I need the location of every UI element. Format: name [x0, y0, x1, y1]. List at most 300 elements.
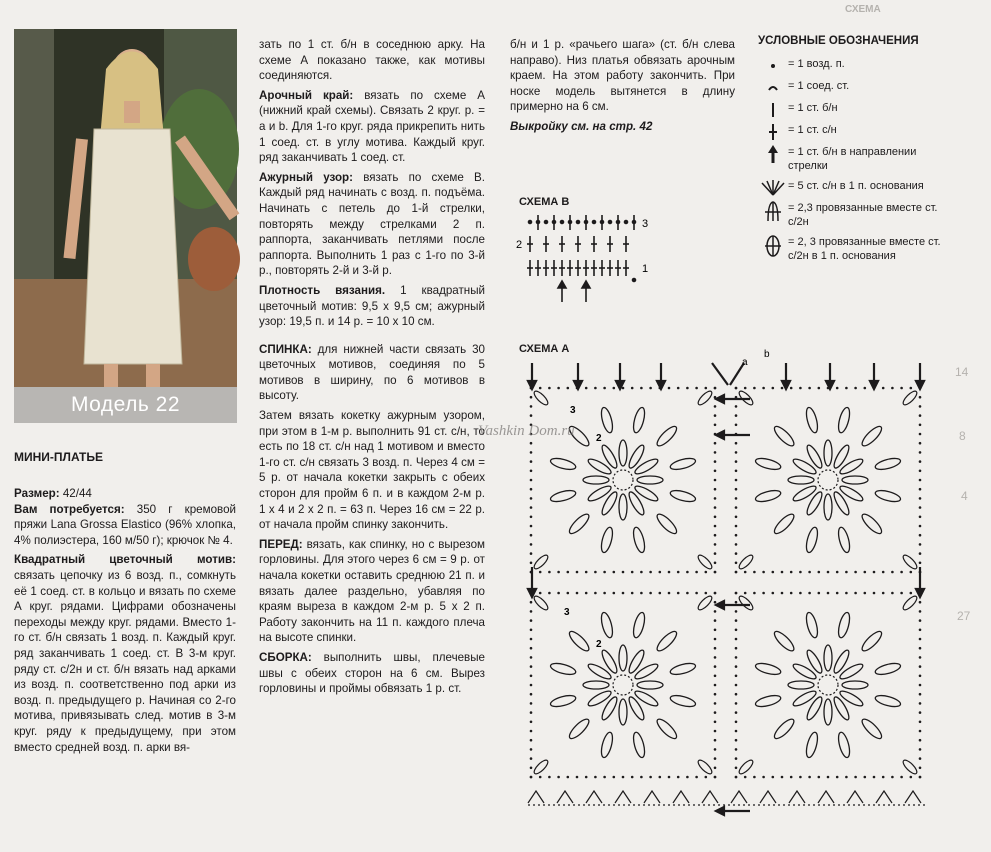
arch-fan: [905, 791, 921, 803]
arch-fan: [702, 791, 718, 803]
inner-petal: [600, 490, 620, 517]
fan-stitch-icon: [760, 179, 786, 197]
arrow-head: [574, 381, 582, 389]
inner-petal: [824, 494, 832, 520]
chain-dot: [919, 638, 922, 641]
chain-dot: [919, 451, 922, 454]
chain-dot: [873, 592, 876, 595]
legend-item-label: = 1 ст. б/н: [788, 102, 838, 114]
chain-dot: [919, 693, 922, 696]
chain-dot: [714, 776, 717, 779]
chain-dot: [919, 647, 922, 650]
scheme-b-repeat-arrows: [558, 281, 590, 302]
outer-petal: [654, 716, 679, 741]
flower-motif: [530, 592, 717, 779]
outer-petal: [549, 693, 576, 708]
chain-dot: [919, 730, 922, 733]
center-ring: [818, 470, 838, 490]
bleed-top-text: СХЕМА: [845, 4, 881, 15]
chain-dot: [548, 571, 551, 574]
chain-dot: [530, 552, 533, 555]
scheme-a-chart: [478, 335, 938, 819]
chain-dot: [714, 730, 717, 733]
legend-item-label: = 1 соед. ст.: [788, 80, 850, 92]
double-crochet-icon: [760, 123, 786, 141]
chain-dot: [714, 629, 717, 632]
corner-cluster: [737, 758, 755, 776]
chain-dot: [686, 592, 689, 595]
chain-dot: [576, 776, 579, 779]
chain-dot: [530, 739, 533, 742]
chain-dot: [873, 571, 876, 574]
back-text: для нижней части связать 30 цветочных мотивов, соединяя по 5 мотивов в ширину, по 6 мотивов в высоту.: [259, 342, 485, 403]
chain-dot: [539, 776, 542, 779]
chain-dot: [744, 571, 747, 574]
outer-petal: [754, 661, 781, 676]
chain-dot: [539, 592, 542, 595]
chain-dot: [714, 721, 717, 724]
outer-petal: [836, 611, 851, 638]
scheme-a-label-2b: 2: [596, 639, 602, 650]
chain-dot: [753, 592, 756, 595]
chain-dot: [530, 748, 533, 751]
arch-fan: [789, 791, 805, 803]
chain-dot: [677, 571, 680, 574]
chain-dot: [714, 525, 717, 528]
chain-dot: [530, 534, 533, 537]
corner-cluster: [901, 553, 919, 571]
legend-item-label: = 5 ст. с/н в 1 п. основания: [788, 180, 924, 192]
chain-dot: [919, 516, 922, 519]
chain-dot: [744, 387, 747, 390]
chain-dot: [919, 460, 922, 463]
chain-dot: [640, 592, 643, 595]
chain-dot: [668, 387, 671, 390]
chain-dot: [781, 776, 784, 779]
corner-cluster: [901, 594, 919, 612]
legend-item-label: = 2,3 провязанные вместе ст. с/2н: [788, 202, 938, 228]
inner-petal: [824, 440, 832, 466]
chain-dot: [772, 592, 775, 595]
chain-dot: [891, 592, 894, 595]
outer-petal: [804, 526, 819, 553]
legend-item-sc: [758, 101, 958, 119]
watermark: Vashkin Dom.ru: [478, 423, 575, 439]
chain-dot: [714, 516, 717, 519]
chain-dot: [735, 516, 738, 519]
chain-dot: [919, 396, 922, 399]
chain-dot: [735, 638, 738, 641]
chain-dot: [735, 497, 738, 500]
chain-dot: [530, 638, 533, 641]
scheme-b-title: СХЕМА В: [519, 196, 570, 208]
chain-dot: [613, 776, 616, 779]
outer-petal: [772, 511, 797, 536]
legend-item-fan: [758, 179, 958, 197]
arch-fan: [586, 791, 602, 803]
corner-cluster: [901, 758, 919, 776]
corner-cluster: [696, 594, 714, 612]
chain-dot: [836, 592, 839, 595]
corner-cluster: [737, 553, 755, 571]
chain-dot: [735, 610, 738, 613]
chain-dot: [530, 656, 533, 659]
outer-petal: [631, 611, 646, 638]
inner-petal: [637, 681, 663, 689]
chain-dot: [919, 543, 922, 546]
outer-petal: [669, 456, 696, 471]
chain-dot: [919, 702, 922, 705]
chain-dot: [705, 776, 708, 779]
chain-dot: [714, 479, 717, 482]
inner-petal: [788, 681, 814, 689]
chain-dot: [873, 776, 876, 779]
column-3: [510, 37, 735, 139]
chain-dot: [557, 592, 560, 595]
chain-dot: [714, 675, 717, 678]
chain-dot: [827, 592, 830, 595]
outer-petal: [836, 526, 851, 553]
chain-dot: [640, 776, 643, 779]
arrow-head: [916, 381, 924, 389]
corner-cluster: [696, 389, 714, 407]
outer-petal: [874, 693, 901, 708]
density-label: Плотность вязания.: [259, 283, 386, 297]
inner-petal: [627, 443, 647, 470]
chain-dot: [622, 571, 625, 574]
inner-petal: [824, 699, 832, 725]
outer-petal: [567, 716, 592, 741]
outer-petal: [874, 661, 901, 676]
center-ring: [818, 675, 838, 695]
inner-petal: [838, 662, 865, 682]
chain-dot: [557, 776, 560, 779]
chain-dot: [668, 776, 671, 779]
inner-petal: [791, 662, 818, 682]
chain-dot: [744, 592, 747, 595]
model-photo-image: [14, 29, 237, 423]
outer-petal: [772, 424, 797, 449]
chain-dot: [919, 442, 922, 445]
chain-dot: [686, 776, 689, 779]
corner-cluster: [532, 389, 550, 407]
chain-dot: [530, 497, 533, 500]
legend-item-cluster-base: [758, 235, 958, 265]
outer-petal: [631, 731, 646, 758]
chain-dot: [919, 470, 922, 473]
chain-dot: [530, 684, 533, 687]
inner-petal: [627, 695, 647, 722]
chain-dot: [576, 571, 579, 574]
chain-dot: [845, 571, 848, 574]
chain-dot: [714, 488, 717, 491]
chain-dot: [882, 592, 885, 595]
column-2: [259, 37, 485, 701]
chain-dot: [567, 387, 570, 390]
chain-dot: [735, 460, 738, 463]
chain-dot: [530, 414, 533, 417]
chain-dot: [919, 433, 922, 436]
chain-dot: [735, 767, 738, 770]
cluster-base-icon: [760, 235, 786, 257]
outer-petal: [631, 406, 646, 433]
chain-dot: [799, 387, 802, 390]
density-text: 1 квадратный цветочный мотив: 9,5 х 9,5 см; ажурный узор: 19,5 п. и 14 р. = 10 х 10 см.: [259, 283, 485, 329]
inner-petal: [627, 490, 647, 517]
chain-dot: [818, 776, 821, 779]
chain-dot: [762, 592, 765, 595]
chain-dot: [900, 776, 903, 779]
outer-petal: [549, 456, 576, 471]
outer-petal: [669, 488, 696, 503]
chain-dot: [659, 776, 662, 779]
chain-dot: [919, 506, 922, 509]
chain-dot: [919, 525, 922, 528]
chain-dot: [530, 702, 533, 705]
chain-dot: [808, 592, 811, 595]
chain-dot: [677, 592, 680, 595]
outer-petal: [754, 456, 781, 471]
chain-dot: [649, 387, 652, 390]
inner-petal: [619, 699, 627, 725]
chain-dot: [594, 571, 597, 574]
chain-dot: [735, 748, 738, 751]
corner-cluster: [737, 594, 755, 612]
chain-dot: [735, 442, 738, 445]
chain-dot: [919, 721, 922, 724]
chain-dot: [845, 387, 848, 390]
chain-dot: [818, 592, 821, 595]
outer-petal: [859, 424, 884, 449]
outer-petal: [754, 693, 781, 708]
chain-dot: [735, 414, 738, 417]
chain-dot: [530, 601, 533, 604]
scheme-b-chart: [510, 210, 660, 306]
chain-dot: [714, 748, 717, 751]
legend: [758, 35, 958, 269]
arrow-head: [716, 431, 724, 439]
inner-petal: [586, 662, 613, 682]
chain-dot: [864, 776, 867, 779]
chain-dot: [530, 562, 533, 565]
chain-dot: [631, 776, 634, 779]
chain-dot: [762, 387, 765, 390]
inner-petal: [633, 484, 660, 504]
outer-petal: [772, 629, 797, 654]
chain-dot: [705, 387, 708, 390]
chain-dot: [640, 571, 643, 574]
center-ring: [613, 675, 633, 695]
arrow-head: [716, 395, 724, 403]
chain-dot: [677, 776, 680, 779]
scheme-b-row-1-label: 1: [642, 263, 649, 275]
inner-petal: [619, 494, 627, 520]
chain-dot: [631, 387, 634, 390]
chain-dot: [631, 571, 634, 574]
outer-petal: [654, 629, 679, 654]
chain-dot: [781, 571, 784, 574]
chain-dot: [790, 592, 793, 595]
outer-petal: [599, 406, 614, 433]
chain-dot: [714, 619, 717, 622]
chain-dot: [900, 387, 903, 390]
chain-dot: [919, 552, 922, 555]
legend-item-label: = 1 возд. п.: [788, 58, 845, 70]
chain-dot: [714, 414, 717, 417]
arch-fan: [760, 791, 776, 803]
chain-dot: [613, 387, 616, 390]
chain-dot: [919, 739, 922, 742]
chain-dot: [530, 442, 533, 445]
outer-petal: [874, 456, 901, 471]
chain-dot: [919, 562, 922, 565]
arrow-head: [716, 601, 724, 609]
legend-item-label: = 1 ст. с/н: [788, 124, 837, 136]
chain-dot: [919, 767, 922, 770]
chain-dot: [631, 592, 634, 595]
arrow-head: [528, 381, 536, 389]
chain-dot: [735, 424, 738, 427]
chain-dot: [714, 506, 717, 509]
chain-dot: [530, 525, 533, 528]
chain-dot: [744, 776, 747, 779]
inner-petal: [791, 689, 818, 709]
outer-petal: [631, 526, 646, 553]
chain-dot: [714, 711, 717, 714]
openwork-text: вязать по схеме В. Каждый ряд начинать с возд. п. подъёма. Начинать с петель до 1-й стрелки, повторять между стрелками 2 п. раппорта, заканчивать петлями после раппорта. Выполнить 1 раз с 1-го по 3-й р., повторять 2-й и 3-й р.: [259, 170, 485, 278]
corner-cluster: [532, 553, 550, 571]
cluster-stitch-icon: [760, 201, 786, 223]
chain-dot: [735, 534, 738, 537]
inner-petal: [832, 443, 852, 470]
size-label: Размер:: [14, 487, 60, 500]
chain-dot: [530, 693, 533, 696]
chain-dot: [919, 610, 922, 613]
chain-dot: [790, 571, 793, 574]
finish-text: б/н и 1 р. «рачьего шага» (ст. б/н слева направо). Низ платья обвязать арочным краем. На этом работу закончить. При носке модель вытянется в длину примерно на 6 см.: [510, 38, 735, 114]
chain-dot: [790, 387, 793, 390]
chain-dot: [576, 592, 579, 595]
size-value: 42/44: [59, 487, 92, 500]
chain-dot: [790, 776, 793, 779]
chain-dot: [714, 693, 717, 696]
legend-item-cluster: [758, 201, 958, 231]
scheme-a-label-3b: 3: [564, 607, 570, 618]
legend-title: УСЛОВНЫЕ ОБОЗНАЧЕНИЯ: [758, 35, 919, 47]
inner-petal: [838, 457, 865, 477]
inner-petal: [788, 476, 814, 484]
chain-dot: [919, 684, 922, 687]
bleed-number-3: 4: [961, 489, 968, 503]
chain-dot: [919, 479, 922, 482]
arrow-head: [657, 381, 665, 389]
chain-dot: [919, 656, 922, 659]
chain-dot: [772, 776, 775, 779]
chain-dot: [714, 470, 717, 473]
chain-dot: [735, 675, 738, 678]
scheme-b-row-2: [527, 236, 629, 252]
chain-dot: [854, 776, 857, 779]
chain-dot: [594, 776, 597, 779]
chain-dot: [567, 592, 570, 595]
pattern-title: МИНИ-ПЛАТЬЕ: [14, 450, 103, 464]
chain-dot: [845, 776, 848, 779]
chain-dot: [530, 776, 533, 779]
chain-dot: [714, 442, 717, 445]
chain-dot: [714, 684, 717, 687]
chain-dot: [714, 451, 717, 454]
legend-item-chain: [758, 57, 958, 75]
inner-petal: [600, 443, 620, 470]
chain-dot: [603, 776, 606, 779]
chain-dot: [818, 571, 821, 574]
inner-petal: [832, 648, 852, 675]
chain-dot: [910, 776, 913, 779]
chain-dot: [735, 776, 738, 779]
outer-petal: [859, 716, 884, 741]
chain-dot: [753, 776, 756, 779]
scheme-a-arch-edge: [528, 791, 928, 805]
inner-petal: [583, 681, 609, 689]
outer-petal: [549, 661, 576, 676]
chain-dot: [530, 516, 533, 519]
chain-dot: [567, 776, 570, 779]
chain-dot: [530, 451, 533, 454]
chain-dot: [919, 424, 922, 427]
arch-fan: [615, 791, 631, 803]
chain-dot: [781, 592, 784, 595]
chain-dot: [530, 629, 533, 632]
chain-dot: [567, 571, 570, 574]
chain-dot: [836, 387, 839, 390]
chain-dot: [530, 610, 533, 613]
scheme-a-label-a: a: [742, 357, 748, 368]
outer-petal: [874, 488, 901, 503]
chain-dot: [714, 552, 717, 555]
chain-dot: [735, 665, 738, 668]
chain-dot: [735, 693, 738, 696]
chain-dot: [735, 757, 738, 760]
chain-dot: [762, 776, 765, 779]
scheme-a-label-2: 2: [596, 433, 602, 444]
corner-cluster: [696, 553, 714, 571]
corner-cluster: [901, 389, 919, 407]
chain-dot: [695, 571, 698, 574]
legend-item-label: = 2, 3 провязанные вместе ст. с/2н в 1 п. основания: [788, 236, 941, 262]
chain-dot: [668, 571, 671, 574]
chain-dot: [714, 656, 717, 659]
chain-dot: [695, 387, 698, 390]
chain-dot: [836, 571, 839, 574]
inner-petal: [586, 484, 613, 504]
openwork-label: Ажурный узор:: [259, 170, 353, 184]
chain-dot: [714, 571, 717, 574]
scheme-b-row-1: [527, 260, 636, 282]
chain-dot: [762, 571, 765, 574]
chain-dot: [891, 776, 894, 779]
chain-dot: [735, 451, 738, 454]
chain-dot: [919, 601, 922, 604]
outer-petal: [549, 488, 576, 503]
scheme-a-label-3: 3: [570, 405, 576, 416]
arrow-head: [716, 807, 724, 815]
inner-petal: [600, 695, 620, 722]
chain-dot: [753, 571, 756, 574]
chain-dot: [827, 571, 830, 574]
photo-caption: Модель 22: [14, 387, 237, 423]
outer-petal: [669, 661, 696, 676]
outer-petal: [654, 424, 679, 449]
